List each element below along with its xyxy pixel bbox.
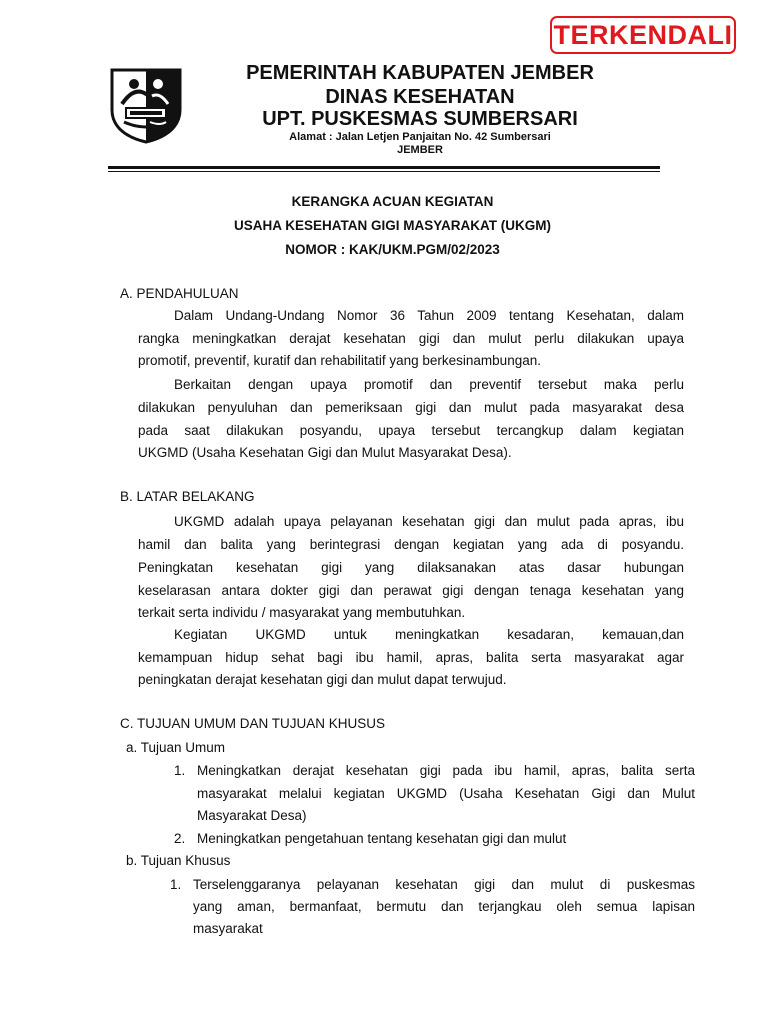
doc-title: KERANGKA ACUAN KEGIATAN — [291, 194, 494, 209]
paragraph-line: keselarasan antara dokter gigi dan perawat gigi dengan tenaga kesehatan yang — [138, 583, 684, 598]
list-item-line: Masyarakat Desa) — [197, 808, 307, 823]
section-c-heading: C. TUJUAN UMUM DAN TUJUAN KHUSUS — [120, 716, 386, 731]
section-b-heading: B. LATAR BELAKANG — [120, 489, 255, 504]
paragraph-line: peningkatan derajat kesehatan gigi dan mulut dapat terwujud. — [138, 672, 507, 687]
list-item-line: Meningkatkan pengetahuan tentang kesehatan gigi dan mulut — [197, 831, 567, 846]
doc-subtitle: USAHA KESEHATAN GIGI MASYARAKAT (UKGM) — [234, 218, 551, 233]
paragraph-line: terkait serta individu / masyarakat yang membutuhkan. — [138, 605, 466, 620]
paragraph-line: pada saat dilakukan posyandu, upaya tersebut tercangkup dalam kegiatan — [138, 423, 684, 438]
header-puskesmas: UPT. PUSKESMAS SUMBERSARI — [262, 108, 578, 130]
list-item-line: Terselenggaranya pelayanan kesehatan gigi dan mulut di puskesmas — [193, 877, 695, 892]
list-number: 1. — [170, 877, 182, 892]
header-department: DINAS KESEHATAN — [325, 86, 515, 108]
doc-number: NOMOR : KAK/UKM.PGM/02/2023 — [285, 242, 500, 257]
paragraph-line: Dalam Undang-Undang Nomor 36 Tahun 2009 tentang Kesehatan, dalam — [174, 308, 684, 323]
paragraph-line: Peningkatan kesehatan gigi yang dilaksanakan atas dasar hubungan — [138, 560, 684, 575]
terkendali-stamp: TERKENDALI — [550, 16, 736, 54]
paragraph-line: UKGMD adalah upaya pelayanan kesehatan gigi dan mulut pada apras, ibu — [174, 514, 684, 529]
section-a-heading: A. PENDAHULUAN — [120, 286, 239, 301]
paragraph-line: hamil dan balita yang berintegrasi dengan kegiatan yang ada di posyandu. — [138, 537, 684, 552]
subsection-b-heading: b. Tujuan Khusus — [126, 853, 231, 868]
header-city: JEMBER — [397, 144, 443, 156]
jember-crest-logo — [108, 64, 184, 144]
paragraph-line: kemampuan hidup sehat bagi ibu hamil, apras, balita serta masyarakat agar — [138, 650, 684, 665]
header-rule-thick — [108, 166, 660, 169]
list-number: 1. — [174, 763, 186, 778]
paragraph-line: Berkaitan dengan upaya promotif dan preventif tersebut maka perlu — [174, 377, 684, 392]
header-rule-thin — [108, 171, 660, 172]
paragraph-line: rangka meningkatkan derajat kesehatan gigi dan mulut perlu dilakukan upaya — [138, 331, 684, 346]
paragraph-line: Kegiatan UKGMD untuk meningkatkan kesadaran, kemauan,dan — [174, 627, 684, 642]
header-address: Alamat : Jalan Letjen Panjaitan No. 42 Sumbersari — [289, 131, 551, 143]
subsection-a-heading: a. Tujuan Umum — [126, 740, 226, 755]
list-item-line: masyarakat melalui kegiatan UKGMD (Usaha Kesehatan Gigi dan Mulut — [197, 786, 695, 801]
list-item-line: masyarakat — [193, 921, 263, 936]
header-government: PEMERINTAH KABUPATEN JEMBER — [246, 62, 594, 84]
list-item-line: yang aman, bermanfaat, bermutu dan terjangkau oleh semua lapisan — [193, 899, 695, 914]
list-item-line: Meningkatkan derajat kesehatan gigi pada ibu hamil, apras, balita serta — [197, 763, 695, 778]
paragraph-line: dilakukan penyuluhan dan pemeriksaan gigi dan mulut pada masyarakat desa — [138, 400, 684, 415]
paragraph-line: UKGMD (Usaha Kesehatan Gigi dan Mulut Masyarakat Desa). — [138, 445, 512, 460]
list-number: 2. — [174, 831, 186, 846]
paragraph-line: promotif, preventif, kuratif dan rehabilitatif yang berkesinambungan. — [138, 353, 541, 368]
